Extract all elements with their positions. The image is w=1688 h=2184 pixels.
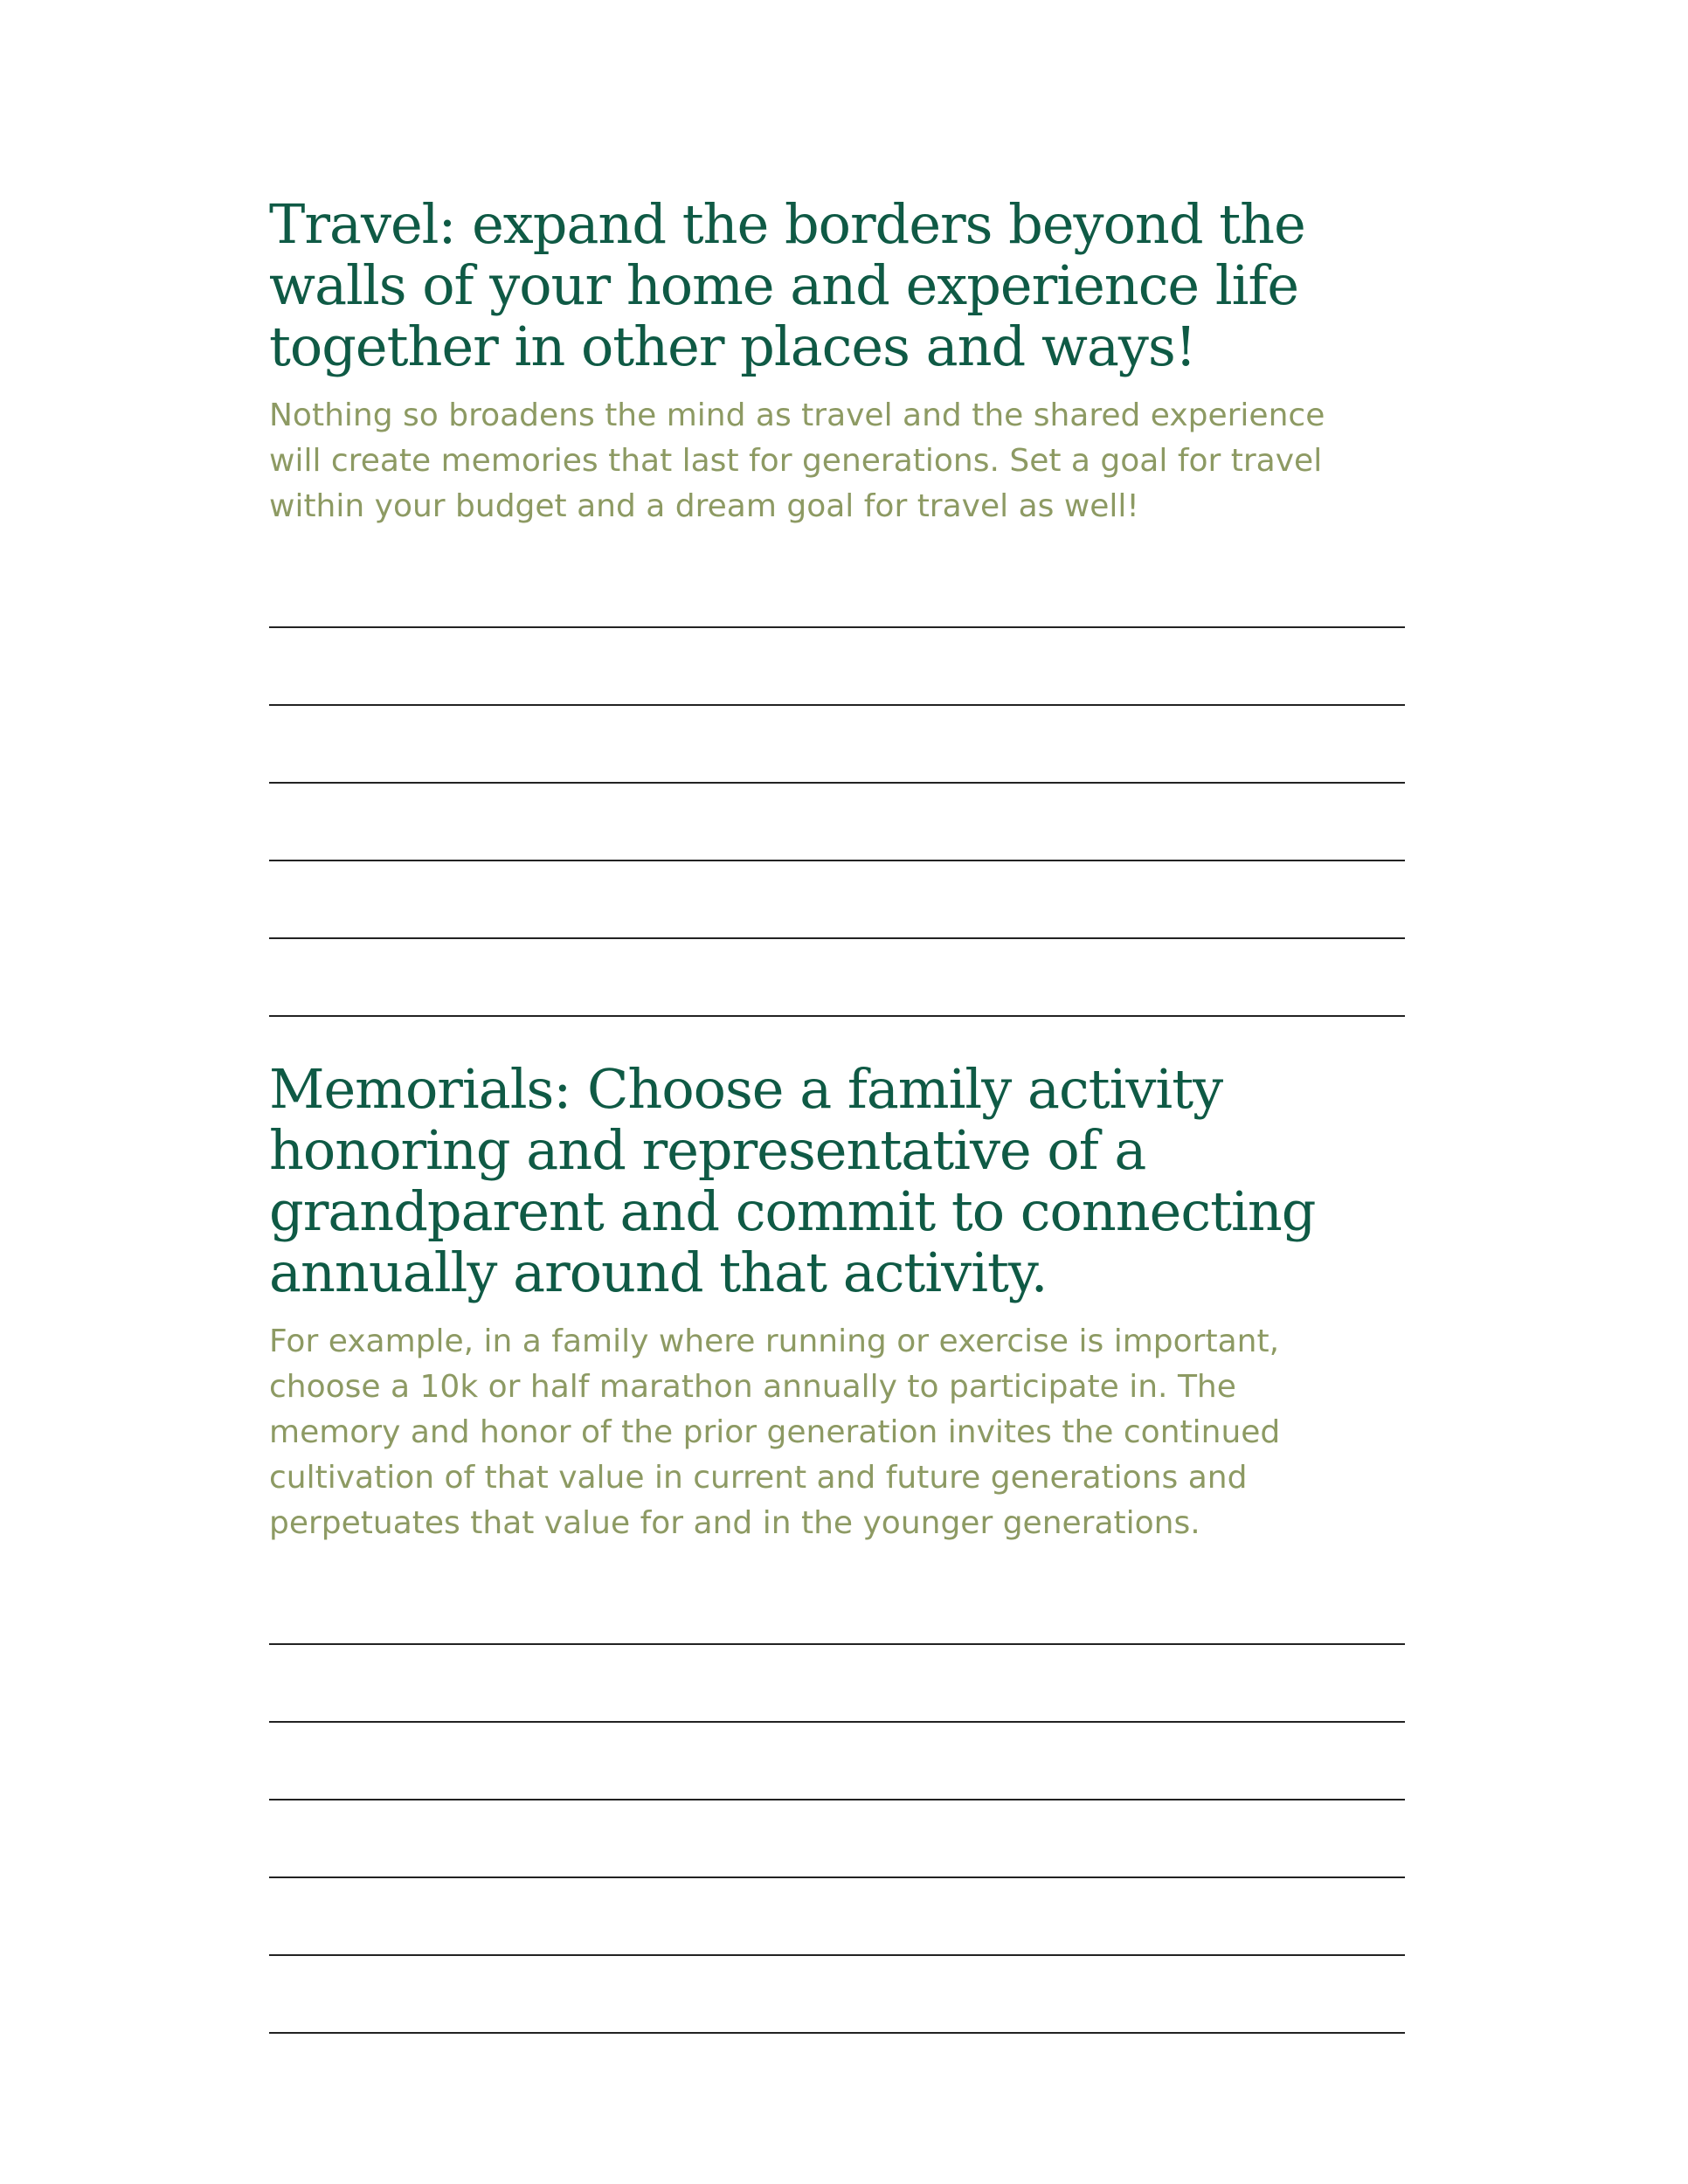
memorials-description: For example, in a family where running or exercise is important, choose a 10k or half marathon annually to participate in. The memory and honor of the prior generation invites the continued cultivation of that value in current and future generations and perpetuates that value for and in the younger generations. — [269, 1324, 1281, 1541]
memorials-heading: Memorials: Choose a family activity honoring and representative of a grandparent and commit to connecting annually around that activity. — [269, 1057, 1316, 1304]
memorials-section — [269, 1059, 1405, 2034]
writing-line[interactable] — [269, 1645, 1405, 1723]
travel-writing-lines — [269, 550, 1405, 1017]
writing-line[interactable] — [269, 1723, 1405, 1800]
writing-line[interactable] — [269, 1567, 1405, 1645]
writing-line[interactable] — [269, 1956, 1405, 2034]
writing-line[interactable] — [269, 1800, 1405, 1878]
writing-line[interactable] — [269, 861, 1405, 939]
travel-section — [269, 194, 1405, 1017]
writing-line[interactable] — [269, 939, 1405, 1017]
travel-heading: Travel: expand the borders beyond the walls of your home and experience life together in other places and ways! — [269, 192, 1305, 378]
writing-line[interactable] — [269, 1878, 1405, 1956]
writing-line[interactable] — [269, 550, 1405, 628]
writing-line[interactable] — [269, 706, 1405, 784]
memorials-writing-lines — [269, 1567, 1405, 2034]
writing-line[interactable] — [269, 784, 1405, 861]
travel-description: Nothing so broadens the mind as travel and the shared experience will create memories that last for generations. Set a goal for travel within your budget and a dream goal for travel as well! — [269, 397, 1325, 524]
writing-line[interactable] — [269, 628, 1405, 706]
